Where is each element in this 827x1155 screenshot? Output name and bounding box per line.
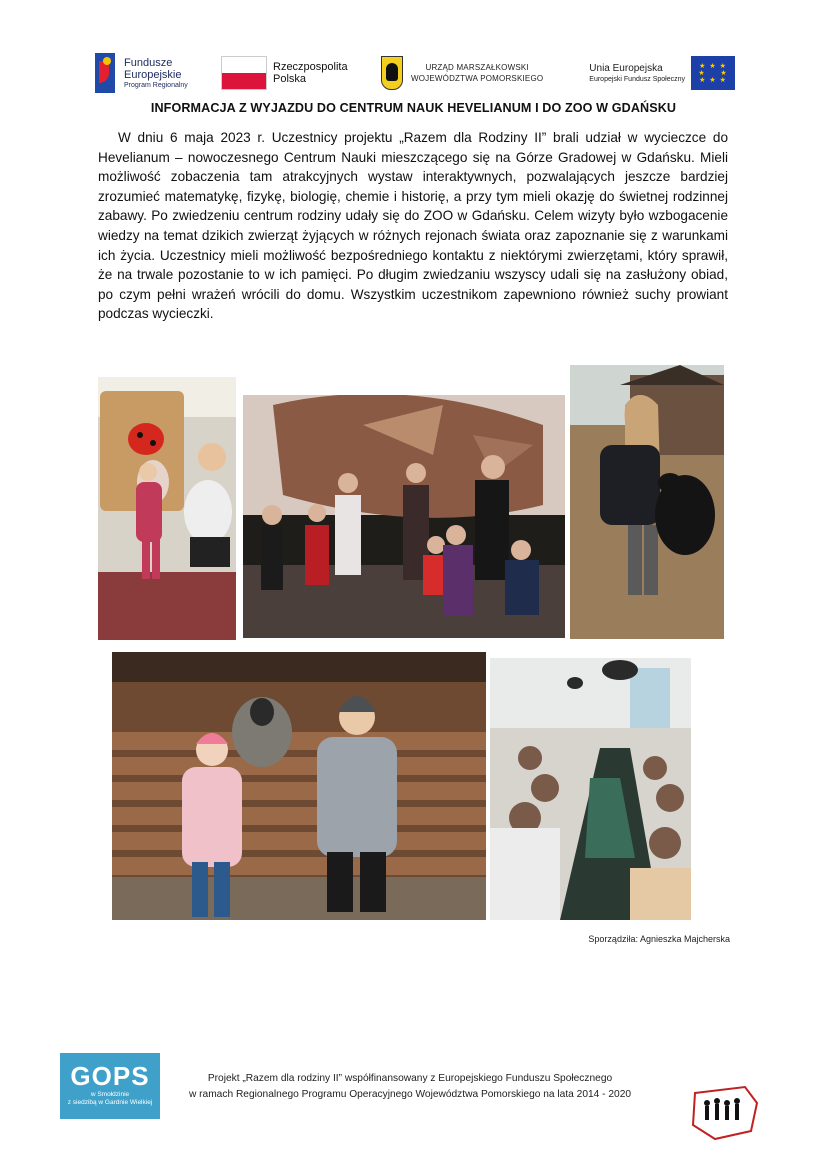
footer-line1: Projekt „Razem dla rodziny II” współfinansowany z Europejskiego Funduszu Społecznego [207,1073,613,1084]
logo-bar [95,48,735,98]
rzeczpospolita-logo [221,48,348,98]
author-signature-line: Sporządziła: Agnieszka Majcherska [588,934,730,944]
fundusze-europejskie-icon [95,51,119,95]
photo-dinosaur-exhibit [243,395,565,638]
rp-line2: Polska [273,73,307,85]
fe-line3: Program Regionalny [124,81,188,89]
unia-europejska-logo [589,48,735,98]
fe-line1: Fundusze [124,56,173,69]
gops-logo [60,1053,160,1119]
eu-flag-icon: ★ ★ ★ ★ ★ ★ ★ ★ [691,56,735,90]
photo-children-goat-enclosure [112,652,486,920]
rp-line1: Rzeczpospolita [273,61,348,73]
photo-ladybug-exhibit [98,377,236,640]
photo-restaurant-lunch [490,658,691,920]
gops-logo-line2: z siedzibą w Gardnie Wielkiej [67,1099,153,1106]
page-title: INFORMACJA Z WYJAZDU DO CENTRUM NAUK HEVELIANUM I DO ZOO W GDAŃSKU [150,101,677,115]
footer-project-info [150,1071,670,1103]
fe-line2: Europejskie [124,68,182,81]
ue-line1: Unia Europejska [589,62,663,74]
um-line2: WOJEWÓDZTWA POMORSKIEGO [411,74,544,83]
ue-line2: Europejski Fundusz Społeczny [589,75,685,83]
photo-girl-with-goat [570,365,724,639]
body-paragraph: W dniu 6 maja 2023 r. Uczestnicy projektu „Razem dla Rodziny II” brali udział w wycieczce do Hevelianum – nowoczesnego Centrum Nauki mieszczącego się na Górze Gradowej w Gdańsku. Mieli możliwość zobaczenia tam atrakcyjnych wystaw interaktywnych, pozwalających jeszcze bardziej zrozumieć matematykę, fizykę, biologię, chemie i historię, a przy tym mieli okazję do świetnej rodzinnej zabawy. Po zwiedzeniu centrum rodziny udały się do ZOO w Gdańsku. Celem wizyty było wzbogacenie wiedzy na temat dzikich zwierząt żyjących w różnych rejonach świata oraz zapoznanie się z warunkami ich życia. Uczestnicy mieli możliwość bezpośredniego kontaktu z niektórymi zwierzętami, który sprawił, że na trwale pozostanie to w ich pamięci. Po długim zwiedzaniu wszyscy udali się na zasłużony obiad, po czym pełni wrażeń wrócili do domu. Wszystkim uczestnikom zapewniono również suchy prowiant podczas wycieczki. [98,130,728,322]
polish-flag-icon [221,56,267,90]
footer-line2: w ramach Regionalnego Programu Operacyjnego Województwa Pomorskiego na lata 2014 - 2020 [188,1089,632,1100]
gops-logo-main: GOPS [70,1061,150,1091]
fundusze-europejskie-logo [95,48,188,98]
razem-zrobimy-wiecej-logo [685,1073,763,1143]
urzad-marszalkowski-logo [381,48,543,98]
um-line1: URZĄD MARSZAŁKOWSKI [425,63,529,72]
gops-logo-line1: w Smołdzinie [90,1091,130,1098]
pomorskie-crest-icon [381,56,403,90]
